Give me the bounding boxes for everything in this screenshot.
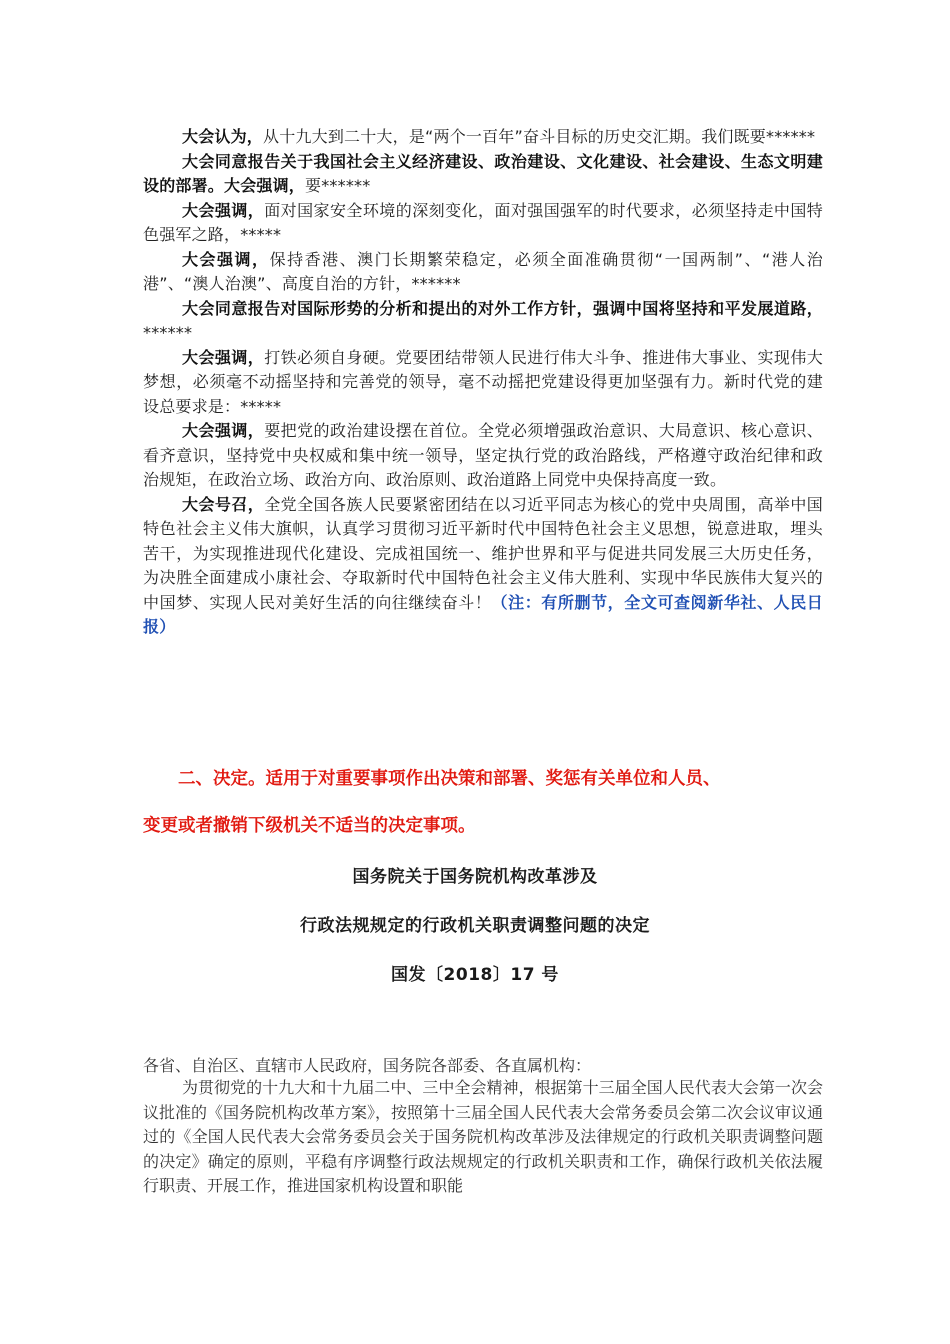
paragraph bbox=[143, 346, 823, 420]
source-note: （注：有所删节，全文可查阅新华社、人民日报） bbox=[143, 592, 823, 636]
paragraph bbox=[143, 493, 823, 640]
paragraph-text: 打铁必须自身硬。党要团结带领人民进行伟大斗争、推进伟大事业、实现伟大梦想，必须毫不动摇坚持和完善党的领导，毫不动摇把党建设得更加坚强有力。新时代党的建设总要求是：***** bbox=[143, 347, 823, 416]
section-heading-line: 二、决定。适用于对重要事项作出决策和部署、奖惩有关单位和人员、 bbox=[178, 769, 721, 789]
paragraph bbox=[143, 199, 823, 248]
document-title: 行政法规规定的行政机关职责调整问题的决定 bbox=[300, 916, 650, 936]
paragraph-text: 面对国家安全环境的深刻变化，面对强国强军的时代要求，必须坚持走中国特色强军之路，***** bbox=[143, 200, 823, 244]
decision-body bbox=[143, 1076, 823, 1199]
paragraph bbox=[143, 297, 823, 346]
paragraph bbox=[143, 150, 823, 199]
paragraph-text: 全党全国各族人民要紧密团结在以习近平同志为核心的党中央周围，高举中国特色社会主义伟大旗帜，认真学习贯彻习近平新时代中国特色社会主义思想，锐意进取，埋头苦干，为实现推进现代化建设、完成祖国统一、维护世界和平与促进共同发展三大历史任务，为决胜全面建成小康社会、夺取新时代中国特色社会主义伟大胜利、实现中华民族伟大复兴的中国梦、实现人民对美好生活的向往继续奋斗！ bbox=[143, 494, 823, 612]
lead-phrase: 大会认为， bbox=[182, 127, 264, 146]
paragraph-text: ****** bbox=[143, 323, 193, 342]
paragraph bbox=[143, 248, 823, 297]
document-number: 国发〔2018〕17 号 bbox=[391, 965, 559, 985]
lead-phrase: 大会强调， bbox=[182, 200, 265, 220]
paragraph-text: 从十九大到二十大，是“两个一百年”奋斗目标的历史交汇期。我们既要****** bbox=[263, 127, 816, 146]
lead-phrase: 大会号召， bbox=[182, 494, 265, 514]
salutation: 各省、自治区、直辖市人民政府，国务院各部委、各直属机构： bbox=[143, 1056, 592, 1075]
lead-phrase: 大会同意报告对国际形势的分析和提出的对外工作方针，强调中国将坚持和平发展道路， bbox=[182, 298, 823, 318]
lead-phrase: 大会强调， bbox=[182, 421, 265, 440]
paragraph bbox=[143, 125, 823, 150]
lead-phrase: 大会同意报告关于我国社会主义经济建设、政治建设、文化建设、社会建设、生态文明建设的部署。大会强调， bbox=[143, 151, 823, 195]
section-heading-line: 变更或者撤销下级机关不适当的决定事项。 bbox=[143, 816, 476, 836]
paragraph-text: 要****** bbox=[305, 176, 371, 195]
paragraph-text: 要把党的政治建设摆在首位。全党必须增强政治意识、大局意识、核心意识、看齐意识，坚持党中央权威和集中统一领导，坚定执行党的政治路线，严格遵守政治纪律和政治规矩，在政治立场、政治方向、政治原则、政治道路上同党中央保持高度一致。 bbox=[143, 421, 823, 489]
resolution-excerpt bbox=[143, 125, 823, 640]
lead-phrase: 大会强调， bbox=[182, 347, 265, 367]
paragraph-text: 保持香港、澳门长期繁荣稳定，必须全面准确贯彻“一国两制”、“港人治港”、“澳人治澳”、高度自治的方针，****** bbox=[143, 249, 823, 293]
lead-phrase: 大会强调， bbox=[182, 249, 270, 269]
paragraph-text: 为贯彻党的十九大和十九届二中、三中全会精神，根据第十三届全国人民代表大会第一次会议批准的《国务院机构改革方案》，按照第十三届全国人民代表大会常务委员会第二次会议审议通过的《全国人民代表大会常务委员会关于国务院机构改革涉及法律规定的行政机关职责调整问题的决定》确定的原则，平稳有序调整行政法规规定的行政机关职责和工作，确保行政机关依法履行职责、开展工作，推进国家机构设置和职能 bbox=[143, 1078, 824, 1195]
document-title: 国务院关于国务院机构改革涉及 bbox=[352, 867, 598, 887]
paragraph bbox=[143, 419, 823, 493]
